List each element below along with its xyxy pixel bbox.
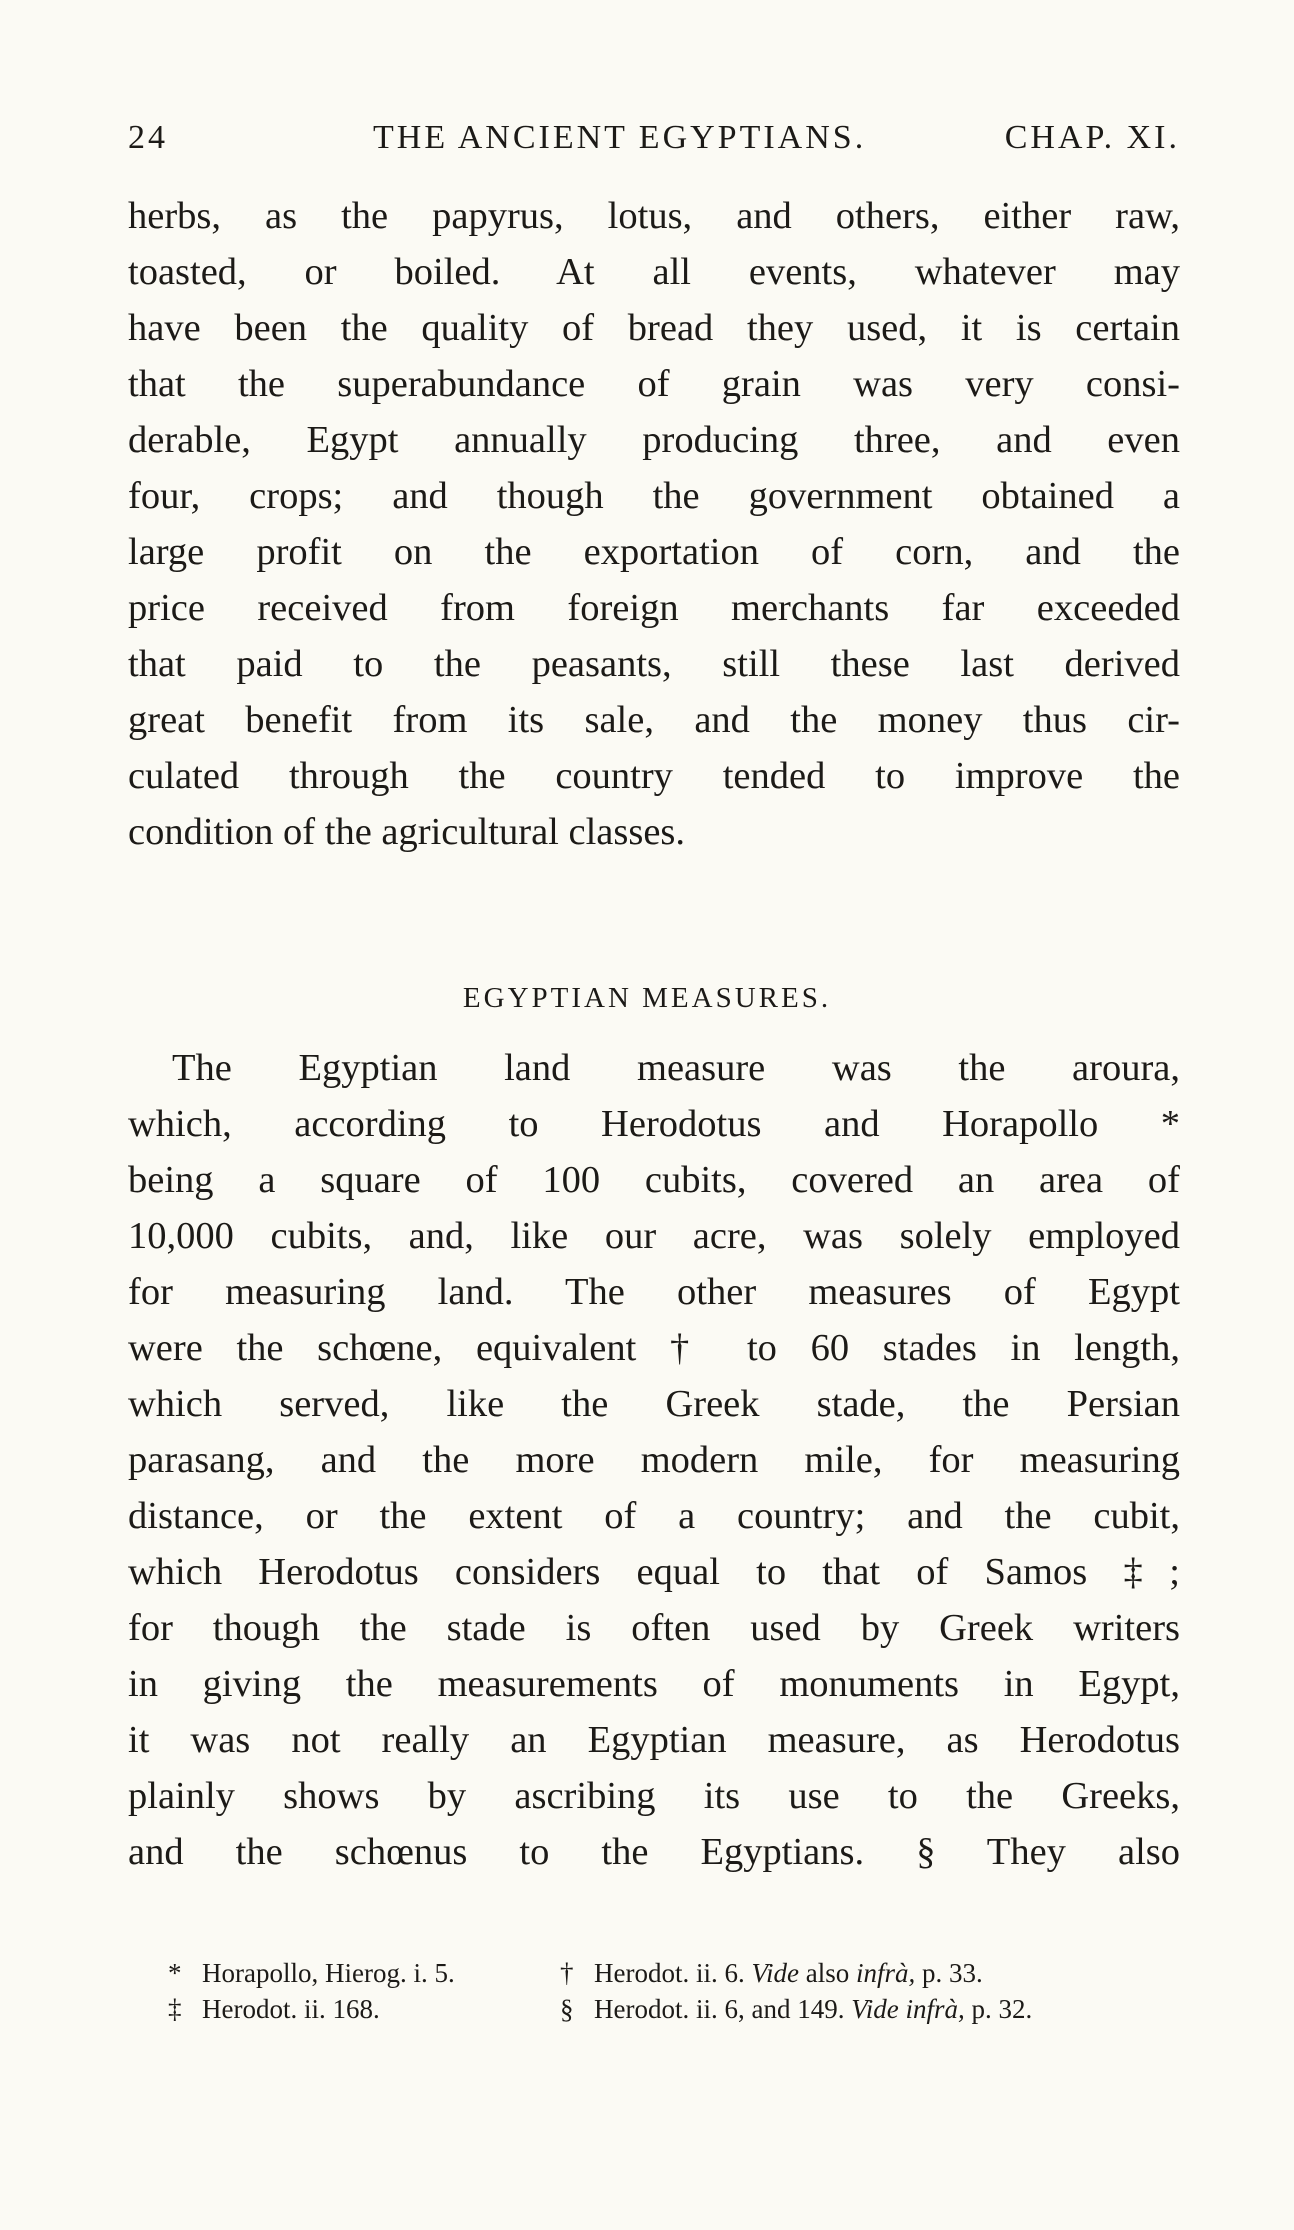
text-line: large profit on the exportation of corn, and the: [128, 531, 1180, 573]
text-line: culated through the country tended to improve the: [128, 755, 1180, 797]
text-line: being a square of 100 cubits, covered an area of: [128, 1159, 1180, 1201]
footnote-entry: [560, 1955, 983, 1991]
text-line: which Herodotus considers equal to that of Samos ‡;: [128, 1551, 1180, 1593]
text-line: have been the quality of bread they used, it is certain: [128, 307, 1180, 349]
text-line: four, crops; and though the government obtained a: [128, 475, 1180, 517]
footnote-italic: Vide: [851, 1994, 899, 2024]
page-number: 24: [128, 119, 168, 156]
footnote-text: Herodot. ii. 168.: [202, 1994, 380, 2024]
text-line: that paid to the peasants, still these last derived: [128, 643, 1180, 685]
text-line: that the superabundance of grain was very consi-: [128, 363, 1180, 405]
text-line: in giving the measurements of monuments in Egypt,: [128, 1663, 1180, 1705]
text-line: were the schœne, equivalent † to 60 stades in length,: [128, 1327, 1180, 1369]
text-line: plainly shows by ascribing its use to the Greeks,: [128, 1775, 1180, 1817]
footnote-text: p. 33.: [915, 1958, 983, 1988]
footnote-text: Herodot. ii. 6.: [594, 1958, 752, 1988]
text-line: for measuring land. The other measures of Egypt: [128, 1271, 1180, 1313]
footnote-mark: †: [560, 1958, 574, 1988]
footnote-mark: ‡: [168, 1994, 182, 2024]
footnote-text: Horapollo, Hierog. i. 5.: [202, 1958, 455, 1988]
text-line: which served, like the Greek stade, the Persian: [128, 1383, 1180, 1425]
text-line: distance, or the extent of a country; and the cubit,: [128, 1495, 1180, 1537]
chapter-label: CHAP. XI.: [1004, 119, 1180, 156]
text-line: for though the stade is often used by Greek writers: [128, 1607, 1180, 1649]
footnote-text: also: [798, 1958, 856, 1988]
footnote-italic: infrà,: [855, 1958, 916, 1988]
text-line: it was not really an Egyptian measure, as Herodotus: [128, 1719, 1180, 1761]
footnote-entry: [560, 1991, 1032, 2027]
text-line: toasted, or boiled. At all events, whatever may: [128, 251, 1180, 293]
footnote-italic: infrà,: [898, 1994, 965, 2024]
text-line: and the schœnus to the Egyptians. § They also: [128, 1831, 1180, 1873]
footnote-mark: *: [168, 1958, 182, 1988]
footnote-italic: Vide: [751, 1958, 799, 1988]
footnote-row: [168, 1991, 1180, 2027]
footnote-text: p. 32.: [964, 1994, 1033, 2024]
running-title: THE ANCIENT EGYPTIANS.: [373, 119, 867, 156]
section-heading: EGYPTIAN MEASURES.: [462, 982, 832, 1014]
footnote-text: Herodot. ii. 6, and 149.: [594, 1994, 852, 2024]
text-line: 10,000 cubits, and, like our acre, was solely employed: [128, 1215, 1180, 1257]
text-line: which, according to Herodotus and Horapollo *: [128, 1103, 1180, 1145]
text-line: condition of the agricultural classes.: [128, 811, 686, 853]
text-line: great benefit from its sale, and the money thus cir-: [128, 699, 1180, 741]
footnote-row: [168, 1955, 1180, 1991]
text-line: herbs, as the papyrus, lotus, and others, either raw,: [128, 195, 1180, 237]
footnote-mark: §: [560, 1994, 574, 2024]
text-line: parasang, and the more modern mile, for measuring: [128, 1439, 1180, 1481]
text-line: price received from foreign merchants far exceeded: [128, 587, 1180, 629]
text-line: The Egyptian land measure was the aroura,: [172, 1047, 1180, 1089]
text-line: derable, Egypt annually producing three, and even: [128, 419, 1180, 461]
